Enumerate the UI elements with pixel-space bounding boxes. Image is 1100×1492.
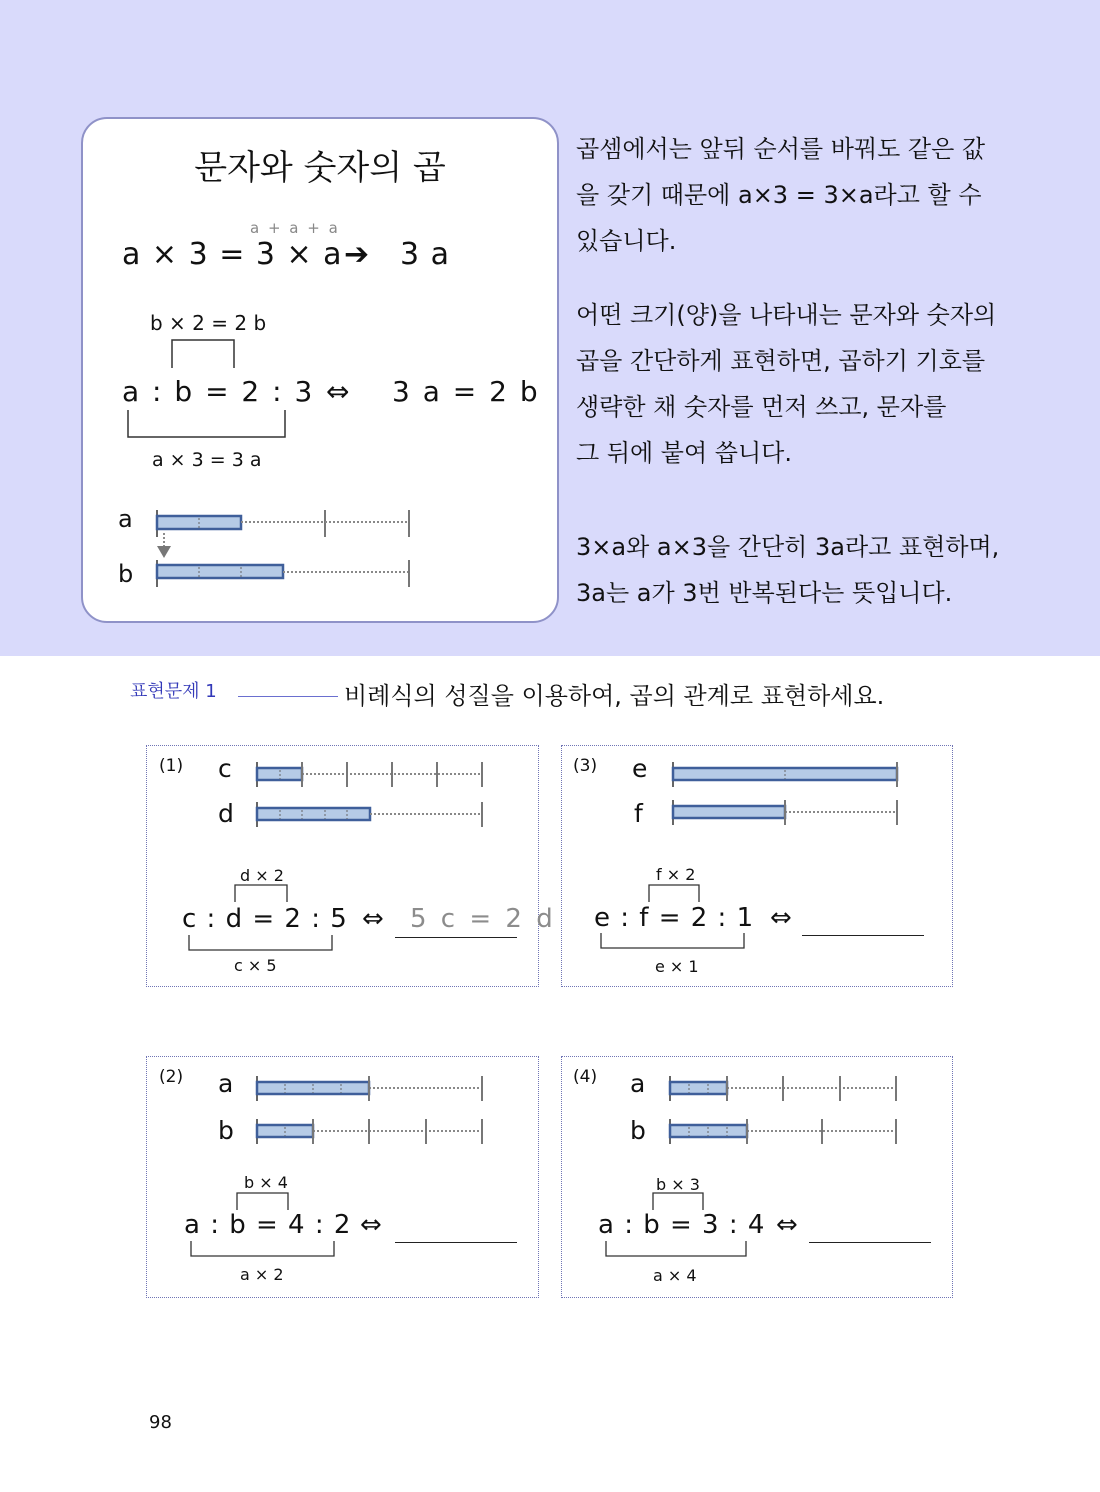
card-number: (2) (159, 1067, 184, 1087)
problem-card-3 (561, 745, 953, 987)
bottom-bracket-label: a × 4 (653, 1266, 697, 1285)
explanation-line: 어떤 크기(양)을 나타내는 문자와 숫자의 (576, 301, 997, 329)
explanation-line: 있습니다. (576, 227, 677, 255)
card-number: (1) (159, 756, 184, 776)
bar-a-label: a (118, 505, 133, 533)
answer-blank[interactable] (802, 935, 924, 936)
repeated-sum-label: a + a + a (250, 219, 340, 237)
product-equation: 3 a = 2 b (392, 375, 540, 408)
explanation-line: 곱셈에서는 앞뒤 순서를 바꿔도 같은 값 (576, 135, 986, 163)
explanation-line: 생략한 채 숫자를 먼저 쓰고, 문자를 (576, 393, 947, 421)
answer-blank[interactable] (809, 1242, 931, 1243)
explanation-paragraph-2 (576, 292, 1016, 476)
top-bracket-label: b × 3 (656, 1175, 700, 1194)
card-number: (4) (573, 1067, 598, 1087)
proportion-equation: a : b = 3 : 4 (598, 1210, 766, 1240)
card-var-2: b (218, 1116, 234, 1145)
concept-box (81, 117, 559, 623)
problem-card-1 (146, 745, 539, 987)
iff-symbol: ⇔ (326, 375, 352, 408)
card-var-1: c (218, 754, 232, 783)
proportion-equation: e : f = 2 : 1 (594, 903, 755, 933)
explanation-paragraph-1 (576, 126, 1016, 264)
top-bracket-label: b × 4 (244, 1173, 288, 1192)
explanation-line: 곱을 간단하게 표현하면, 곱하기 기호를 (576, 347, 986, 375)
card-var-2: b (630, 1116, 646, 1145)
problem-card-4 (561, 1056, 953, 1298)
bar-b-label: b (118, 560, 134, 588)
top-bracket-label: d × 2 (240, 866, 284, 885)
explanation-line: 3×a와 a×3을 간단히 3a라고 표현하며, (576, 533, 1000, 561)
top-bracket-label: b × 2 = 2 b (150, 311, 267, 335)
concept-title: 문자와 숫자의 곱 (194, 148, 446, 188)
explanation-paragraph-3 (576, 524, 1016, 616)
header-underline (238, 696, 338, 697)
card-number: (3) (573, 756, 598, 776)
problem-header: 표현문제 1 (130, 681, 217, 702)
answer-blank[interactable] (395, 1242, 517, 1243)
card-4-bar-diagram (0, 0, 1, 1)
proportion-equation: a : b = 4 : 2 (184, 1210, 352, 1240)
answer-blank[interactable] (395, 937, 517, 938)
explanation-line: 그 뒤에 붙여 씁니다. (576, 439, 792, 467)
explanation-line: 을 갖기 때문에 a×3 = 3×a라고 할 수 (576, 181, 982, 209)
bottom-bracket-label: e × 1 (655, 957, 699, 976)
page-number: 98 (149, 1412, 172, 1433)
card-var-1: a (630, 1069, 646, 1098)
card-var-1: a (218, 1069, 234, 1098)
card-var-2: d (218, 799, 234, 828)
simplified-term: 3 a (400, 237, 451, 272)
answer-text: 5 c = 2 d (410, 904, 556, 934)
bottom-bracket-label: a × 2 (240, 1265, 284, 1284)
top-bracket-label: f × 2 (656, 865, 696, 884)
iff-symbol: ⇔ (360, 1210, 383, 1240)
commutative-equation: a × 3 = 3 × a (122, 237, 343, 272)
iff-symbol: ⇔ (770, 903, 793, 933)
explanation-line: 3a는 a가 3번 반복된다는 뜻입니다. (576, 579, 953, 607)
proportion-equation: a : b = 2 : 3 (122, 375, 315, 408)
card-var-1: e (632, 754, 648, 783)
proportion-equation: c : d = 2 : 5 (182, 904, 348, 934)
card-var-2: f (634, 799, 643, 828)
iff-symbol: ⇔ (362, 904, 385, 934)
bottom-bracket-label: a × 3 = 3 a (152, 449, 262, 471)
arrow-icon: ➔ (344, 237, 371, 272)
problem-instruction: 비례식의 성질을 이용하여, 곱의 관계로 표현하세요. (344, 682, 885, 710)
iff-symbol: ⇔ (776, 1210, 799, 1240)
bottom-bracket-label: c × 5 (234, 956, 277, 975)
